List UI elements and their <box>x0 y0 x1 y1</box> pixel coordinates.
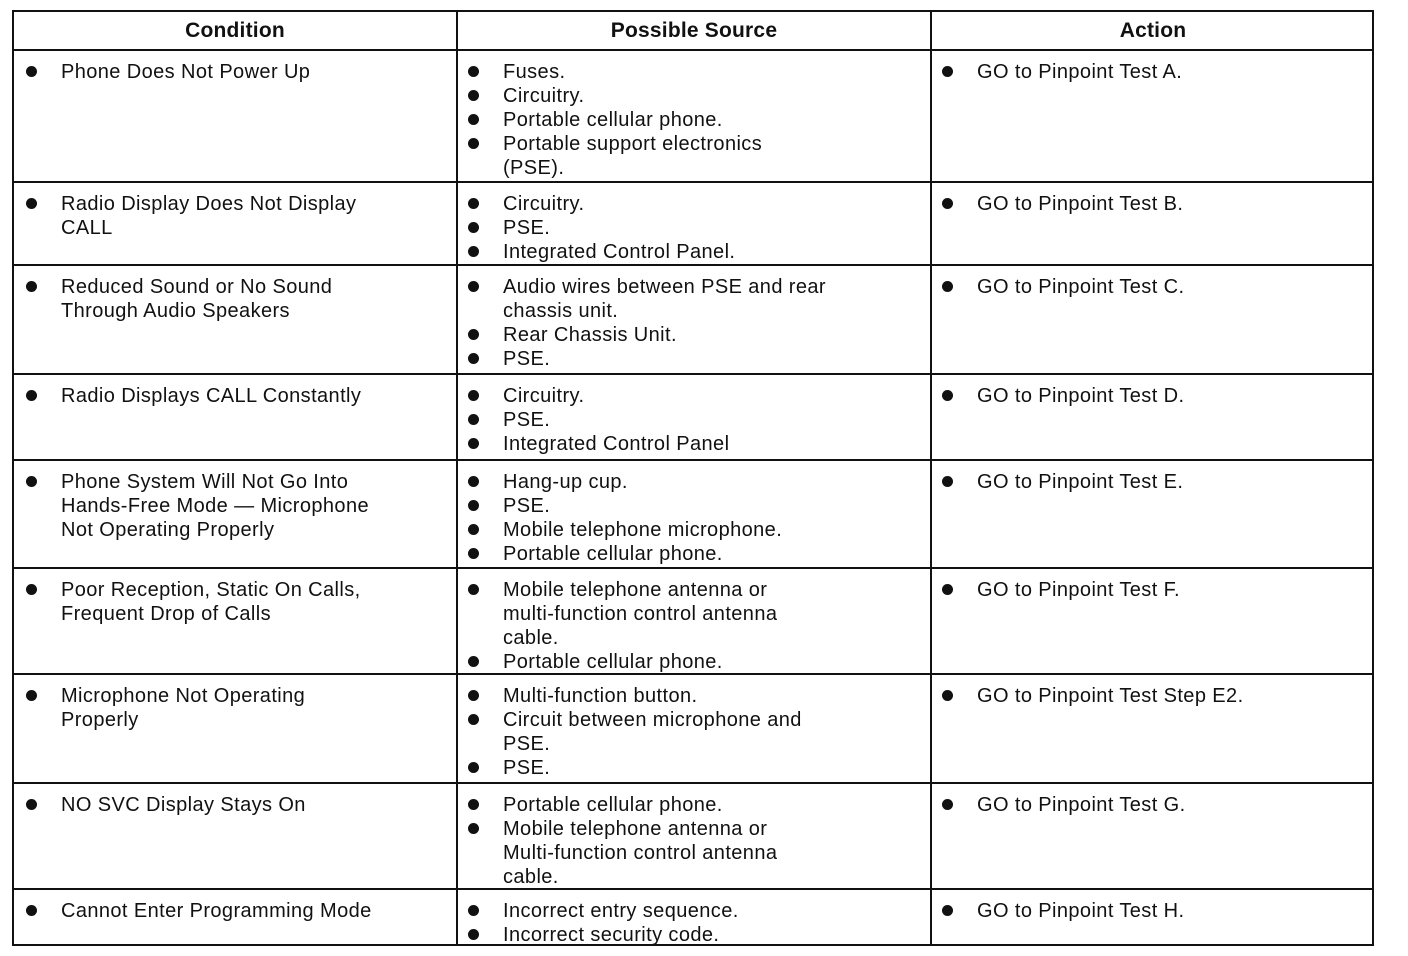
source-item <box>468 275 920 323</box>
source-text: Portable cellular phone. <box>503 651 723 673</box>
bullet-icon <box>468 584 479 595</box>
source-cell <box>468 182 920 264</box>
condition-item <box>26 384 446 408</box>
action-text: GO to Pinpoint Test Step E2. <box>977 685 1244 707</box>
source-item <box>468 192 920 216</box>
bullet-icon <box>468 929 479 940</box>
action-item <box>942 192 1362 216</box>
bullet-icon <box>468 138 479 149</box>
action-item <box>942 60 1362 84</box>
diagnosis-table <box>12 10 1374 946</box>
action-item <box>942 684 1362 708</box>
action-item <box>942 899 1362 923</box>
source-text: PSE. <box>503 409 551 431</box>
bullet-icon <box>468 222 479 233</box>
bullet-icon <box>468 524 479 535</box>
action-text: GO to Pinpoint Test G. <box>977 794 1186 816</box>
source-cell <box>468 50 920 180</box>
bullet-icon <box>468 714 479 725</box>
source-item <box>468 216 920 240</box>
source-cell <box>468 783 920 889</box>
condition-text: Phone Does Not Power Up <box>61 61 311 83</box>
bullet-icon <box>468 438 479 449</box>
source-item <box>468 408 920 432</box>
source-cell <box>468 889 920 947</box>
condition-cell <box>26 374 446 408</box>
source-text: PSE. <box>503 348 551 370</box>
source-item <box>468 60 920 84</box>
bullet-icon <box>26 584 37 595</box>
bullet-icon <box>26 905 37 916</box>
source-text: PSE. <box>503 495 551 517</box>
action-text: GO to Pinpoint Test D. <box>977 385 1185 407</box>
header-condition: Condition <box>185 19 285 42</box>
source-item <box>468 650 920 674</box>
bullet-icon <box>468 66 479 77</box>
source-text: Mobile telephone antenna or multi-function control antenna cable. <box>503 579 778 649</box>
condition-cell <box>26 182 446 240</box>
source-item <box>468 132 920 180</box>
action-item <box>942 384 1362 408</box>
bullet-icon <box>468 114 479 125</box>
bullet-icon <box>468 90 479 101</box>
condition-item <box>26 578 446 626</box>
condition-text: Radio Displays CALL Constantly <box>61 385 362 407</box>
source-text: Rear Chassis Unit. <box>503 324 677 346</box>
source-text: Circuitry. <box>503 193 585 215</box>
bullet-icon <box>468 548 479 559</box>
condition-cell <box>26 674 446 732</box>
condition-text: NO SVC Display Stays On <box>61 794 306 816</box>
source-item <box>468 817 920 889</box>
condition-cell <box>26 568 446 626</box>
action-cell <box>942 460 1362 494</box>
source-text: Portable support electronics (PSE). <box>503 133 763 179</box>
bullet-icon <box>26 390 37 401</box>
column-divider <box>930 12 932 944</box>
source-item <box>468 347 920 371</box>
source-text: Multi-function button. <box>503 685 698 707</box>
action-cell <box>942 889 1362 923</box>
source-cell <box>468 265 920 371</box>
bullet-icon <box>942 198 953 209</box>
header-action: Action <box>1119 19 1187 42</box>
bullet-icon <box>468 905 479 916</box>
condition-item <box>26 899 446 923</box>
bullet-icon <box>468 476 479 487</box>
condition-text: Radio Display Does Not Display CALL <box>61 193 357 239</box>
source-item <box>468 240 920 264</box>
column-divider <box>456 12 458 944</box>
source-item <box>468 684 920 708</box>
bullet-icon <box>942 690 953 701</box>
action-item <box>942 793 1362 817</box>
bullet-icon <box>468 246 479 257</box>
condition-cell <box>26 889 446 923</box>
action-text: GO to Pinpoint Test A. <box>977 61 1183 83</box>
source-item <box>468 84 920 108</box>
bullet-icon <box>468 500 479 511</box>
bullet-icon <box>468 390 479 401</box>
source-item <box>468 384 920 408</box>
source-text: Portable cellular phone. <box>503 794 723 816</box>
source-text: Mobile telephone antenna or Multi-function control antenna cable. <box>503 818 778 888</box>
source-item <box>468 518 920 542</box>
bullet-icon <box>942 584 953 595</box>
source-item <box>468 899 920 923</box>
bullet-icon <box>26 799 37 810</box>
source-item <box>468 542 920 566</box>
condition-item <box>26 793 446 817</box>
condition-item <box>26 192 446 240</box>
action-text: GO to Pinpoint Test B. <box>977 193 1184 215</box>
condition-cell <box>26 460 446 542</box>
action-item <box>942 275 1362 299</box>
header-possible-source: Possible Source <box>610 19 778 42</box>
bullet-icon <box>468 823 479 834</box>
source-text: Integrated Control Panel. <box>503 241 736 263</box>
condition-item <box>26 60 446 84</box>
source-item <box>468 923 920 947</box>
bullet-icon <box>942 905 953 916</box>
source-item <box>468 108 920 132</box>
source-cell <box>468 568 920 674</box>
source-item <box>468 323 920 347</box>
condition-cell <box>26 50 446 84</box>
source-text: Hang-up cup. <box>503 471 628 493</box>
bullet-icon <box>942 390 953 401</box>
bullet-icon <box>468 656 479 667</box>
bullet-icon <box>26 690 37 701</box>
bullet-icon <box>468 329 479 340</box>
condition-text: Poor Reception, Static On Calls, Frequent Drop of Calls <box>61 579 361 625</box>
action-cell <box>942 374 1362 408</box>
source-text: PSE. <box>503 217 551 239</box>
action-text: GO to Pinpoint Test C. <box>977 276 1185 298</box>
source-text: PSE. <box>503 757 551 779</box>
source-text: Portable cellular phone. <box>503 543 723 565</box>
source-cell <box>468 674 920 780</box>
source-text: Incorrect entry sequence. <box>503 900 739 922</box>
bullet-icon <box>468 690 479 701</box>
source-item <box>468 756 920 780</box>
condition-text: Phone System Will Not Go Into Hands-Free Mode — Microphone Not Operating Properly <box>61 471 369 541</box>
action-cell <box>942 265 1362 299</box>
condition-item <box>26 275 446 323</box>
source-item <box>468 708 920 756</box>
bullet-icon <box>26 476 37 487</box>
source-item <box>468 432 920 456</box>
source-cell <box>468 374 920 456</box>
condition-text: Reduced Sound or No Sound Through Audio Speakers <box>61 276 333 322</box>
condition-cell <box>26 783 446 817</box>
bullet-icon <box>942 281 953 292</box>
condition-item <box>26 684 446 732</box>
bullet-icon <box>26 281 37 292</box>
source-cell <box>468 460 920 566</box>
source-text: Fuses. <box>503 61 566 83</box>
condition-text: Cannot Enter Programming Mode <box>61 900 372 922</box>
bullet-icon <box>468 414 479 425</box>
source-item <box>468 578 920 650</box>
action-cell <box>942 674 1362 708</box>
action-cell <box>942 50 1362 84</box>
bullet-icon <box>468 799 479 810</box>
source-item <box>468 494 920 518</box>
source-text: Mobile telephone microphone. <box>503 519 783 541</box>
action-item <box>942 578 1362 602</box>
source-item <box>468 793 920 817</box>
action-item <box>942 470 1362 494</box>
bullet-icon <box>942 799 953 810</box>
source-text: Incorrect security code. <box>503 924 720 946</box>
action-text: GO to Pinpoint Test F. <box>977 579 1180 601</box>
source-text: Circuit between microphone and PSE. <box>503 709 802 755</box>
condition-item <box>26 470 446 542</box>
bullet-icon <box>26 66 37 77</box>
condition-cell <box>26 265 446 323</box>
bullet-icon <box>468 762 479 773</box>
source-text: Portable cellular phone. <box>503 109 723 131</box>
bullet-icon <box>468 281 479 292</box>
action-cell <box>942 568 1362 602</box>
source-text: Integrated Control Panel <box>503 433 730 455</box>
source-item <box>468 470 920 494</box>
bullet-icon <box>468 198 479 209</box>
bullet-icon <box>942 476 953 487</box>
source-text: Audio wires between PSE and rear chassis unit. <box>503 276 826 322</box>
source-text: Circuitry. <box>503 385 585 407</box>
bullet-icon <box>942 66 953 77</box>
action-cell <box>942 783 1362 817</box>
bullet-icon <box>26 198 37 209</box>
action-cell <box>942 182 1362 216</box>
source-text: Circuitry. <box>503 85 585 107</box>
action-text: GO to Pinpoint Test H. <box>977 900 1185 922</box>
action-text: GO to Pinpoint Test E. <box>977 471 1184 493</box>
condition-text: Microphone Not Operating Properly <box>61 685 306 731</box>
bullet-icon <box>468 353 479 364</box>
